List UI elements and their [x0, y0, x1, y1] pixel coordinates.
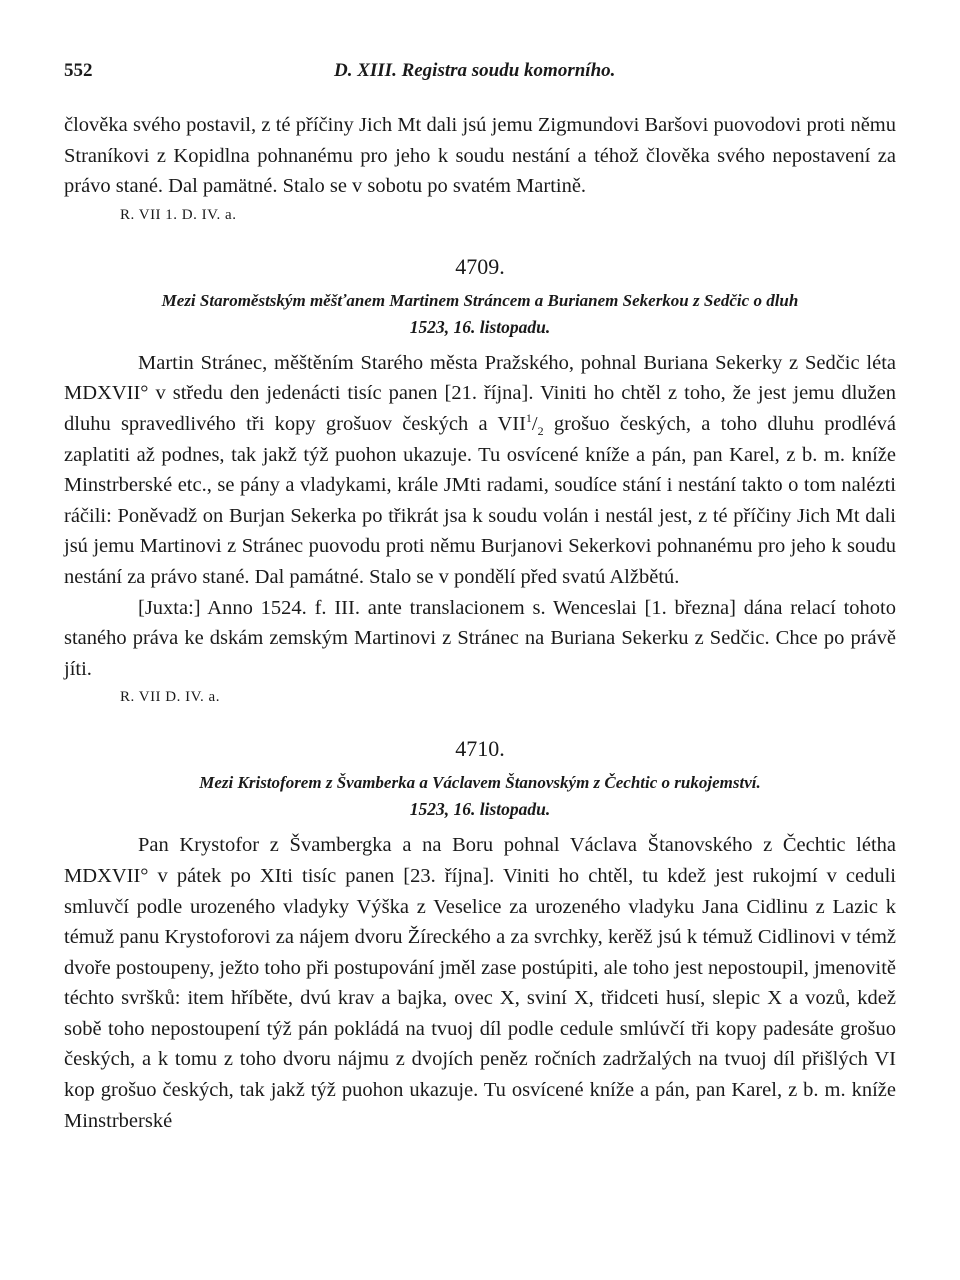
- source-reference: R. VII 1. D. IV. a.: [120, 206, 237, 223]
- entry-title: Mezi Staroměstským měšťanem Martinem Stráncem a Burianem Sekerkou z Sedčic o dluh: [161, 290, 799, 310]
- document-page: [64, 60, 896, 1136]
- entry-date: 1523, 16. listopadu.: [409, 316, 551, 337]
- entry-paragraph: Martin Stránec, měštěním Starého města Pražského, pohnal Buriana Sekerky z Sedčic léta MDXVII° v středu den jedenácti tisíc panen [21. října]. Viniti ho chtěl z toho, že jest jemu dlužen dluhu spravedlivého tři kopy grošuov českých a $VII^1/_2$ grošuo českých, a toho dluhu prodlévá zaplatiti až podnes, tak jakž týž puohon ukazuje. Tu osvícené kníže a pán, pan Karel, z b. m. kníže Minstrberské etc., se pány a vladykami, krále JMti radami, soudíce stání i nestání takto o tom nalézti ráčili: Poněvadž on Burjan Sekerka po třikrát jsa k soudu volán i nestál jest, z té příčiny Jich Mt dali jsú jemu Martinovi z Stránec puovodu proti němu Burjanovi Sekerkovi pohnanému pro jeho k soudu nestání za právo stané. Dal památné. Stalo se v pondělí před svatú Alžbětú.: [64, 351, 897, 588]
- entry-paragraph: Pan Krystofor z Švambergka a na Boru pohnal Václava Štanovského z Čechtic létha MDXVII° v pátek po XIti tisíc panen [23. října]. Viniti ho chtěl, tu kdež jest rukojmí v ceduli smluvčí podle urozeného vladyky Výška z Veselice za urozeného vladyku Jana Cidlinu z Lazic k témuž panu Krystoforovi za nájem dvoru Žíreckého a za svrchky, kerěž jsú k témuž Cidlinovi v témž dvoře postoupeny, ježto toho při postupování jměl zase postúpiti, ale toho jest nepostoupil, jmenovitě téchto svršků: item hříběte, dvú krav a bajka, ovec X, sviní X, třidceti husí, slepic X a vozů, kdež sobě toho nepostoupení týž pán pokládá na tvuoj díl podle cedule smlúvčí tři kopy padesáte grošuo českých, a k tomu z toho dvoru nájmu z dvojích peněz ročních zadržalých na tvuoj díl přišlých VI kop grošuo českých, tak jakž týž puohon ukazuje. Tu osvícené kníže a pán, pan Karel, z b. m. kníže Minstrberské: [64, 834, 896, 1132]
- entry-number: 4709.: [455, 253, 505, 279]
- source-reference: R. VII D. IV. a.: [120, 689, 220, 706]
- paragraph-text: grošuo českých, a toho dluhu prodlévá zaplatiti až podnes, tak jakž týž puohon ukazuje. Tu osvícené kníže a pán, pan Karel, z b. m. kníže Minstrberské etc., se pány a vladykami, krále JMti radami, soudíce stání i nestání takto o tom nalézti ráčili: Poněvadž on Burjan Sekerka po třikrát jsa k soudu volán i nestál jest, z té příčiny Jich Mt dali jsú jemu Martinovi z Stránec puovodu proti němu Burjanovi Sekerkovi pohnanému pro jeho k soudu nestání za právo stané. Dal památné. Stalo se v pondělí před svatú Alžbětú.: [64, 412, 897, 588]
- running-title: D. XIII. Registra soudu komorního.: [334, 60, 616, 81]
- page-number: 552: [64, 60, 93, 81]
- fraction-denominator: 2: [537, 424, 544, 439]
- continuation-paragraph: člověka svého postavil, z té příčiny Jich Mt dali jsú jemu Zigmundovi Baršovi puovodovi proti němu Straníkovi z Kopidlna pohnanému pro jeho k soudu nestání a téhož člověka svého nepostavení za právo stané. Dal pamätné. Stalo se v sobotu po svatém Martině.: [64, 114, 896, 198]
- entry-number: 4710.: [455, 736, 505, 762]
- entry-paragraph: [Juxta:] Anno 1524. f. III. ante translacionem s. Wenceslai [1. března] dána relací tohoto staného práva ke dskám zemským Martinovi z Stránec na Buriana Sekerku z Sedčic. Chce po právě jíti.: [64, 596, 896, 680]
- entry-date: 1523, 16. listopadu.: [409, 799, 551, 820]
- entry-title: Mezi Kristoforem z Švamberka a Václavem Štanovským z Čechtic o rukojemství.: [199, 773, 761, 793]
- fraction-numerator: 1: [525, 411, 532, 426]
- paragraph-text: Martin Stránec, měštěním Starého města Pražského, pohnal Buriana Sekerky z Sedčic léta MDXVII° v středu den jedenácti tisíc panen [21. října]. Viniti ho chtěl z toho, že jest jemu dlužen dluhu spravedlivého tři kopy grošuov českých a VII: [64, 351, 896, 435]
- page-header: [64, 60, 896, 96]
